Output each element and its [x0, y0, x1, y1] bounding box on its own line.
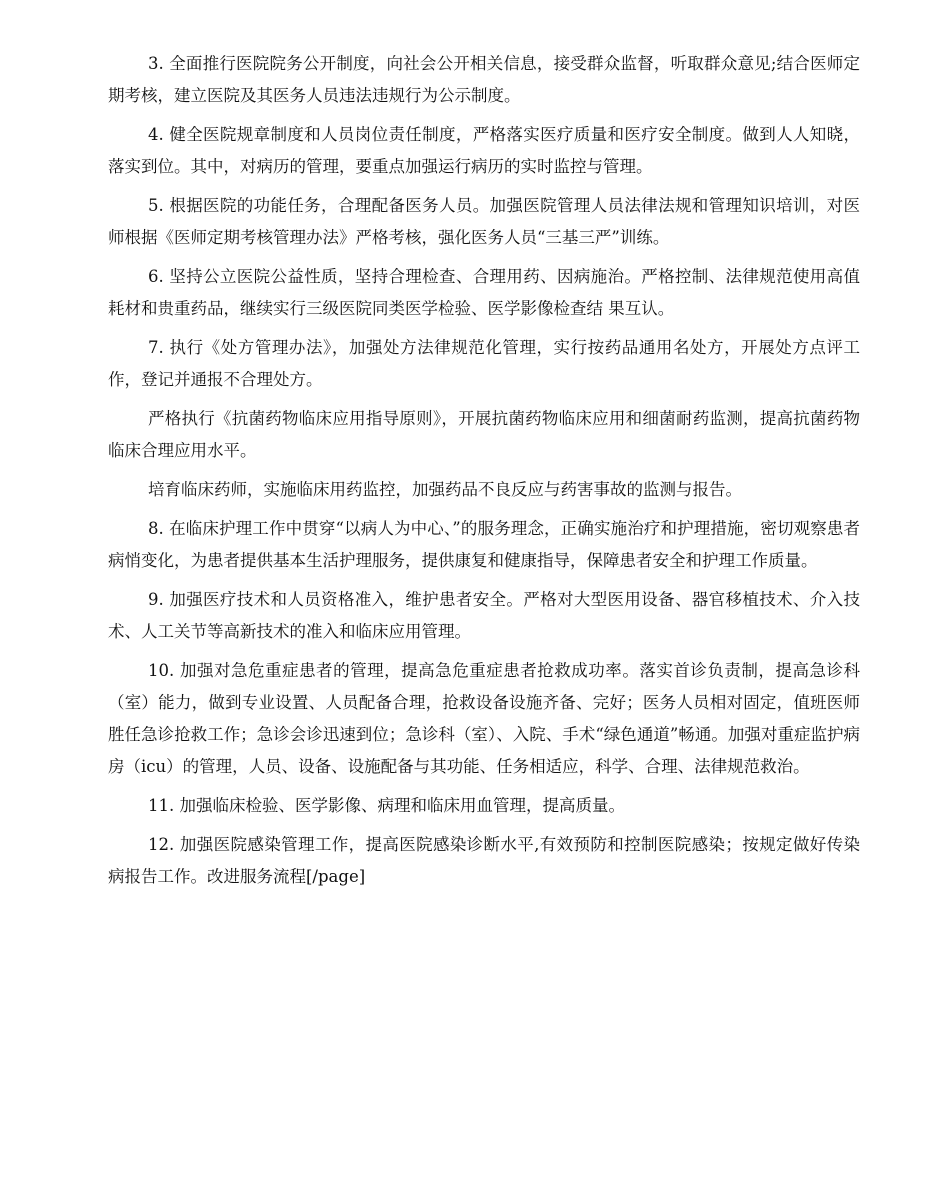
paragraph-12: 12. 加强医院感染管理工作，提高医院感染诊断水平,有效预防和控制医院感染；按规定做好传染病报告工作。改进服务流程[/page] — [108, 835, 860, 886]
paragraph-4: 4. 健全医院规章制度和人员岗位责任制度，严格落实医疗质量和医疗安全制度。做到人人知晓，落实到位。其中，对病历的管理，要重点加强运行病历的实时监控与管理。 — [108, 125, 860, 176]
paragraph-6: 6. 坚持公立医院公益性质，坚持合理检查、合理用药、因病施治。严格控制、法律规范使用高值耗材和贵重药品，继续实行三级医院同类医学检验、医学影像检查结 果互认。 — [108, 267, 860, 318]
paragraph-antibiotics: 严格执行《抗菌药物临床应用指导原则》，开展抗菌药物临床应用和细菌耐药监测，提高抗菌药物临床合理应用水平。 — [108, 409, 860, 460]
paragraph-5: 5. 根据医院的功能任务，合理配备医务人员。加强医院管理人员法律法规和管理知识培训，对医师根据《医师定期考核管理办法》严格考核，强化医务人员“三基三严”训练。 — [108, 196, 860, 247]
paragraph-11: 11. 加强临床检验、医学影像、病理和临床用血管理，提高质量。 — [148, 796, 625, 815]
paragraph-8: 8. 在临床护理工作中贯穿“以病人为中心、”的服务理念，正确实施治疗和护理措施，密切观察患者病悄变化，为患者提供基本生活护理服务，提供康复和健康指导，保障患者安全和护理工作质量。 — [108, 519, 860, 570]
paragraph-pharmacists: 培育临床药师，实施临床用药监控，加强药品不良反应与药害事故的监测与报告。 — [148, 480, 742, 499]
paragraph-10: 10. 加强对急危重症患者的管理，提高急危重症患者抢救成功率。落实首诊负责制，提高急诊科（室）能力，做到专业设置、人员配备合理，抢救设备设施齐备、完好；医务人员相对固定，值班医师胜任急诊抢救工作；急诊会诊迅速到位；急诊科（室）、入院、手术“绿色通道”畅通。加强对重症监护病房（icu）的管理，人员、设备、设施配备与其功能、任务相适应，科学、合理、法律规范救治。 — [108, 661, 860, 776]
paragraph-9: 9. 加强医疗技术和人员资格准入，维护患者安全。严格对大型医用设备、器官移植技术、介入技术、人工关节等高新技术的准入和临床应用管理。 — [108, 590, 860, 641]
paragraph-7: 7. 执行《处方管理办法》，加强处方法律规范化管理，实行按药品通用名处方，开展处方点评工作，登记并通报不合理处方。 — [108, 338, 860, 389]
paragraph-3: 3. 全面推行医院院务公开制度，向社会公开相关信息，接受群众监督，听取群众意见;结合医师定期考核，建立医院及其医务人员违法违规行为公示制度。 — [108, 54, 860, 105]
